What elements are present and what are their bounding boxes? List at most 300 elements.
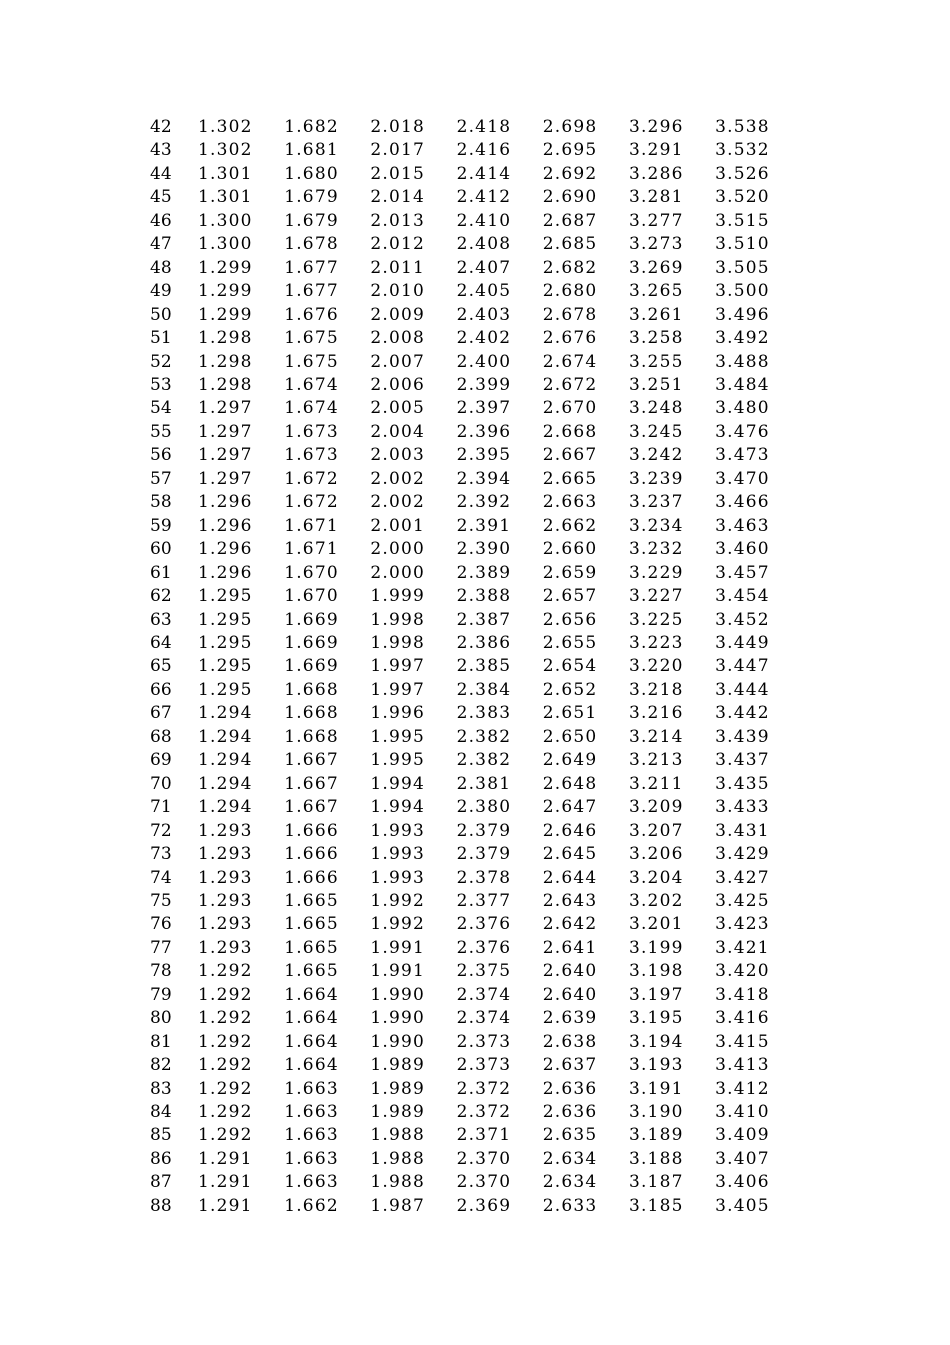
critical-value-cell: 1.995: [370, 750, 426, 771]
critical-value-cell: 2.374: [456, 984, 512, 1005]
critical-value-cell: 3.199: [628, 937, 684, 958]
critical-value-cell: 2.407: [456, 257, 512, 278]
critical-value-cell: 3.454: [715, 586, 770, 607]
table-row: [150, 210, 801, 233]
critical-value-cell: 1.673: [284, 421, 339, 442]
critical-value-cell: 1.297: [198, 421, 253, 442]
critical-value-cell: 2.005: [370, 398, 426, 419]
table-row: [150, 984, 801, 1007]
critical-value-cell: 3.265: [628, 281, 684, 302]
critical-value-cell: 3.463: [715, 515, 770, 536]
critical-value-cell: 1.294: [198, 773, 253, 794]
critical-value-cell: 3.407: [715, 1148, 770, 1169]
critical-value-cell: 2.634: [542, 1172, 598, 1193]
critical-value-cell: 1.298: [198, 374, 253, 395]
critical-value-cell: 2.636: [542, 1078, 598, 1099]
critical-value-cell: 3.439: [715, 726, 770, 747]
critical-value-cell: 1.997: [370, 679, 426, 700]
critical-value-cell: 2.649: [542, 750, 598, 771]
critical-value-cell: 1.669: [284, 656, 339, 677]
critical-value-cell: 3.201: [628, 914, 684, 935]
critical-value-cell: 3.470: [715, 468, 770, 489]
critical-value-cell: 1.664: [284, 1008, 339, 1029]
critical-value-cell: 3.198: [628, 961, 684, 982]
critical-value-cell: 2.007: [370, 351, 426, 372]
critical-value-cell: 1.675: [284, 328, 339, 349]
critical-value-cell: 1.665: [284, 937, 339, 958]
critical-value-cell: 3.220: [628, 656, 684, 677]
critical-value-cell: 2.637: [542, 1055, 598, 1076]
critical-value-cell: 2.004: [370, 421, 426, 442]
critical-value-cell: 2.380: [456, 797, 512, 818]
critical-value-cell: 1.992: [370, 914, 426, 935]
critical-value-cell: 1.296: [198, 515, 253, 536]
critical-value-cell: 3.188: [628, 1148, 684, 1169]
critical-value-cell: 3.269: [628, 257, 684, 278]
critical-value-cell: 2.651: [542, 703, 598, 724]
critical-value-cell: 1.291: [198, 1148, 253, 1169]
critical-value-cell: 2.003: [370, 445, 426, 466]
critical-value-cell: 1.667: [284, 750, 339, 771]
critical-value-cell: 2.410: [456, 210, 512, 231]
critical-value-cell: 2.635: [542, 1125, 598, 1146]
critical-value-cell: 1.664: [284, 984, 339, 1005]
critical-value-cell: 2.013: [370, 210, 426, 231]
critical-value-cell: 2.370: [456, 1172, 512, 1193]
critical-value-cell: 1.302: [198, 117, 253, 137]
critical-value-cell: 1.294: [198, 797, 253, 818]
degrees-of-freedom-cell: 68: [150, 726, 172, 747]
critical-value-cell: 2.002: [370, 492, 426, 513]
table-row: [150, 1078, 801, 1101]
critical-value-cell: 3.421: [715, 937, 770, 958]
critical-value-cell: 3.245: [628, 421, 684, 442]
degrees-of-freedom-cell: 61: [150, 562, 172, 583]
critical-value-cell: 3.520: [715, 187, 770, 208]
table-row: [150, 1124, 801, 1147]
table-row: [150, 304, 801, 327]
critical-value-cell: 3.412: [715, 1078, 770, 1099]
critical-value-cell: 2.018: [370, 117, 426, 137]
critical-value-cell: 1.294: [198, 726, 253, 747]
critical-value-cell: 1.989: [370, 1055, 426, 1076]
critical-value-cell: 2.652: [542, 679, 598, 700]
critical-value-cell: 2.009: [370, 304, 426, 325]
critical-value-cell: 3.449: [715, 632, 770, 653]
table-row: [150, 468, 801, 491]
critical-value-cell: 2.650: [542, 726, 598, 747]
critical-value-cell: 1.674: [284, 398, 339, 419]
degrees-of-freedom-cell: 79: [150, 984, 172, 1005]
critical-value-cell: 1.298: [198, 351, 253, 372]
critical-value-cell: 1.302: [198, 140, 253, 161]
critical-value-cell: 3.209: [628, 797, 684, 818]
degrees-of-freedom-cell: 74: [150, 867, 172, 888]
critical-value-cell: 3.484: [715, 374, 770, 395]
critical-value-cell: 1.301: [198, 187, 253, 208]
degrees-of-freedom-cell: 73: [150, 844, 172, 865]
degrees-of-freedom-cell: 70: [150, 773, 172, 794]
table-row: [150, 139, 801, 162]
critical-value-table: [150, 116, 801, 1218]
degrees-of-freedom-cell: 71: [150, 797, 172, 818]
critical-value-cell: 3.473: [715, 445, 770, 466]
degrees-of-freedom-cell: 80: [150, 1008, 172, 1029]
table-row: [150, 843, 801, 866]
critical-value-cell: 1.676: [284, 304, 339, 325]
table-body: [150, 116, 801, 1218]
critical-value-cell: 3.515: [715, 210, 770, 231]
critical-value-cell: 1.295: [198, 679, 253, 700]
critical-value-cell: 2.663: [542, 492, 598, 513]
degrees-of-freedom-cell: 60: [150, 539, 172, 560]
critical-value-cell: 3.500: [715, 281, 770, 302]
critical-value-cell: 1.999: [370, 586, 426, 607]
degrees-of-freedom-cell: 87: [150, 1172, 172, 1193]
critical-value-cell: 2.645: [542, 844, 598, 865]
critical-value-cell: 2.402: [456, 328, 512, 349]
critical-value-cell: 3.214: [628, 726, 684, 747]
critical-value-cell: 1.663: [284, 1078, 339, 1099]
table-row: [150, 1101, 801, 1124]
degrees-of-freedom-cell: 54: [150, 398, 172, 419]
table-row: [150, 163, 801, 186]
critical-value-cell: 2.405: [456, 281, 512, 302]
critical-value-cell: 1.294: [198, 703, 253, 724]
critical-value-cell: 1.662: [284, 1195, 339, 1216]
critical-value-cell: 2.695: [542, 140, 598, 161]
critical-value-cell: 2.376: [456, 937, 512, 958]
critical-value-cell: 3.273: [628, 234, 684, 255]
critical-value-cell: 3.429: [715, 844, 770, 865]
critical-value-cell: 1.300: [198, 210, 253, 231]
critical-value-cell: 1.681: [284, 140, 339, 161]
critical-value-cell: 1.675: [284, 351, 339, 372]
critical-value-cell: 1.677: [284, 281, 339, 302]
critical-value-cell: 2.011: [370, 257, 426, 278]
critical-value-cell: 1.663: [284, 1172, 339, 1193]
degrees-of-freedom-cell: 66: [150, 679, 172, 700]
critical-value-cell: 1.669: [284, 632, 339, 653]
critical-value-cell: 3.197: [628, 984, 684, 1005]
critical-value-cell: 1.293: [198, 820, 253, 841]
critical-value-cell: 2.648: [542, 773, 598, 794]
critical-value-cell: 2.372: [456, 1102, 512, 1123]
critical-value-cell: 2.678: [542, 304, 598, 325]
critical-value-cell: 1.300: [198, 234, 253, 255]
critical-value-cell: 1.994: [370, 773, 426, 794]
critical-value-cell: 1.990: [370, 984, 426, 1005]
critical-value-cell: 2.369: [456, 1195, 512, 1216]
critical-value-cell: 2.372: [456, 1078, 512, 1099]
table-row: [150, 585, 801, 608]
critical-value-cell: 1.663: [284, 1148, 339, 1169]
critical-value-cell: 2.642: [542, 914, 598, 935]
critical-value-cell: 3.444: [715, 679, 770, 700]
critical-value-cell: 2.644: [542, 867, 598, 888]
critical-value-cell: 1.297: [198, 468, 253, 489]
table-row: [150, 1007, 801, 1030]
table-row: [150, 890, 801, 913]
critical-value-cell: 3.207: [628, 820, 684, 841]
critical-value-cell: 3.425: [715, 890, 770, 911]
degrees-of-freedom-cell: 82: [150, 1055, 172, 1076]
critical-value-cell: 1.990: [370, 1031, 426, 1052]
critical-value-cell: 1.995: [370, 726, 426, 747]
degrees-of-freedom-cell: 63: [150, 609, 172, 630]
critical-value-cell: 3.261: [628, 304, 684, 325]
table-row: [150, 960, 801, 983]
critical-value-cell: 2.414: [456, 163, 512, 184]
critical-value-cell: 1.670: [284, 586, 339, 607]
table-row: [150, 749, 801, 772]
critical-value-cell: 3.281: [628, 187, 684, 208]
critical-value-cell: 2.381: [456, 773, 512, 794]
critical-value-cell: 1.295: [198, 609, 253, 630]
critical-value-cell: 3.234: [628, 515, 684, 536]
degrees-of-freedom-cell: 45: [150, 187, 172, 208]
critical-value-cell: 3.433: [715, 797, 770, 818]
table-row: [150, 1171, 801, 1194]
table-row: [150, 655, 801, 678]
degrees-of-freedom-cell: 65: [150, 656, 172, 677]
table-row: [150, 1195, 801, 1218]
table-row: [150, 1148, 801, 1171]
critical-value-cell: 1.667: [284, 797, 339, 818]
critical-value-cell: 2.373: [456, 1055, 512, 1076]
degrees-of-freedom-cell: 48: [150, 257, 172, 278]
critical-value-cell: 2.680: [542, 281, 598, 302]
critical-value-cell: 2.660: [542, 539, 598, 560]
degrees-of-freedom-cell: 52: [150, 351, 172, 372]
critical-value-cell: 3.237: [628, 492, 684, 513]
critical-value-cell: 2.370: [456, 1148, 512, 1169]
critical-value-cell: 2.017: [370, 140, 426, 161]
degrees-of-freedom-cell: 47: [150, 234, 172, 255]
critical-value-cell: 3.532: [715, 140, 770, 161]
degrees-of-freedom-cell: 43: [150, 140, 172, 161]
critical-value-cell: 2.685: [542, 234, 598, 255]
critical-value-cell: 3.286: [628, 163, 684, 184]
degrees-of-freedom-cell: 83: [150, 1078, 172, 1099]
critical-value-cell: 3.415: [715, 1031, 770, 1052]
critical-value-cell: 1.301: [198, 163, 253, 184]
critical-value-cell: 2.000: [370, 539, 426, 560]
table-row: [150, 937, 801, 960]
critical-value-cell: 1.998: [370, 609, 426, 630]
critical-value-cell: 2.378: [456, 867, 512, 888]
critical-value-cell: 2.377: [456, 890, 512, 911]
critical-value-cell: 2.640: [542, 984, 598, 1005]
critical-value-cell: 2.659: [542, 562, 598, 583]
critical-value-cell: 1.291: [198, 1195, 253, 1216]
critical-value-cell: 2.008: [370, 328, 426, 349]
table-row: [150, 397, 801, 420]
critical-value-cell: 3.185: [628, 1195, 684, 1216]
critical-value-cell: 1.668: [284, 726, 339, 747]
critical-value-cell: 2.379: [456, 844, 512, 865]
table-row: [150, 374, 801, 397]
critical-value-cell: 1.677: [284, 257, 339, 278]
table-row: [150, 116, 801, 139]
critical-value-cell: 2.394: [456, 468, 512, 489]
critical-value-cell: 3.251: [628, 374, 684, 395]
critical-value-cell: 3.258: [628, 328, 684, 349]
critical-value-cell: 3.206: [628, 844, 684, 865]
critical-value-cell: 2.399: [456, 374, 512, 395]
critical-value-cell: 3.496: [715, 304, 770, 325]
critical-value-cell: 2.001: [370, 515, 426, 536]
degrees-of-freedom-cell: 81: [150, 1031, 172, 1052]
critical-value-cell: 1.991: [370, 961, 426, 982]
critical-value-cell: 2.636: [542, 1102, 598, 1123]
critical-value-cell: 1.678: [284, 234, 339, 255]
critical-value-cell: 1.667: [284, 773, 339, 794]
critical-value-cell: 2.387: [456, 609, 512, 630]
table-row: [150, 820, 801, 843]
critical-value-cell: 1.663: [284, 1125, 339, 1146]
critical-value-cell: 3.296: [628, 117, 684, 137]
critical-value-cell: 2.676: [542, 328, 598, 349]
critical-value-cell: 3.427: [715, 867, 770, 888]
critical-value-cell: 2.657: [542, 586, 598, 607]
degrees-of-freedom-cell: 69: [150, 750, 172, 771]
critical-value-cell: 3.437: [715, 750, 770, 771]
degrees-of-freedom-cell: 67: [150, 703, 172, 724]
degrees-of-freedom-cell: 46: [150, 210, 172, 231]
critical-value-cell: 1.295: [198, 586, 253, 607]
table-row: [150, 351, 801, 374]
table-row: [150, 773, 801, 796]
critical-value-cell: 2.646: [542, 820, 598, 841]
critical-value-cell: 3.416: [715, 1008, 770, 1029]
critical-value-cell: 1.291: [198, 1172, 253, 1193]
table-row: [150, 327, 801, 350]
critical-value-cell: 1.668: [284, 703, 339, 724]
critical-value-cell: 3.447: [715, 656, 770, 677]
critical-value-cell: 2.639: [542, 1008, 598, 1029]
critical-value-cell: 3.223: [628, 632, 684, 653]
critical-value-cell: 1.671: [284, 539, 339, 560]
critical-value-cell: 1.998: [370, 632, 426, 653]
critical-value-cell: 3.466: [715, 492, 770, 513]
table-row: [150, 444, 801, 467]
critical-value-cell: 3.190: [628, 1102, 684, 1123]
critical-value-cell: 1.672: [284, 492, 339, 513]
critical-value-cell: 1.299: [198, 257, 253, 278]
critical-value-cell: 1.990: [370, 1008, 426, 1029]
table-row: [150, 609, 801, 632]
critical-value-cell: 2.389: [456, 562, 512, 583]
critical-value-cell: 2.397: [456, 398, 512, 419]
critical-value-cell: 1.293: [198, 844, 253, 865]
critical-value-cell: 2.395: [456, 445, 512, 466]
critical-value-cell: 3.405: [715, 1195, 770, 1216]
critical-value-cell: 2.638: [542, 1031, 598, 1052]
critical-value-cell: 3.194: [628, 1031, 684, 1052]
critical-value-cell: 2.633: [542, 1195, 598, 1216]
critical-value-cell: 2.002: [370, 468, 426, 489]
critical-value-cell: 1.292: [198, 1078, 253, 1099]
table-row: [150, 491, 801, 514]
critical-value-cell: 3.213: [628, 750, 684, 771]
critical-value-cell: 2.006: [370, 374, 426, 395]
critical-value-cell: 1.680: [284, 163, 339, 184]
degrees-of-freedom-cell: 88: [150, 1195, 172, 1216]
critical-value-cell: 1.991: [370, 937, 426, 958]
table-row: [150, 538, 801, 561]
critical-value-cell: 2.010: [370, 281, 426, 302]
critical-value-cell: 1.666: [284, 844, 339, 865]
degrees-of-freedom-cell: 57: [150, 468, 172, 489]
critical-value-cell: 1.296: [198, 562, 253, 583]
degrees-of-freedom-cell: 62: [150, 586, 172, 607]
critical-value-cell: 3.211: [628, 773, 684, 794]
critical-value-cell: 3.431: [715, 820, 770, 841]
critical-value-cell: 1.994: [370, 797, 426, 818]
critical-value-cell: 1.993: [370, 867, 426, 888]
critical-value-cell: 1.663: [284, 1102, 339, 1123]
critical-value-cell: 1.666: [284, 820, 339, 841]
critical-value-cell: 1.298: [198, 328, 253, 349]
critical-value-cell: 3.452: [715, 609, 770, 630]
table-row: [150, 515, 801, 538]
critical-value-cell: 2.371: [456, 1125, 512, 1146]
table-row: [150, 679, 801, 702]
table-row: [150, 257, 801, 280]
critical-value-cell: 2.674: [542, 351, 598, 372]
degrees-of-freedom-cell: 64: [150, 632, 172, 653]
critical-value-cell: 1.292: [198, 1008, 253, 1029]
degrees-of-freedom-cell: 84: [150, 1102, 172, 1123]
critical-value-cell: 3.510: [715, 234, 770, 255]
critical-value-cell: 1.293: [198, 937, 253, 958]
critical-value-cell: 2.643: [542, 890, 598, 911]
critical-value-cell: 1.664: [284, 1055, 339, 1076]
critical-value-cell: 3.277: [628, 210, 684, 231]
critical-value-cell: 1.292: [198, 961, 253, 982]
critical-value-cell: 3.291: [628, 140, 684, 161]
critical-value-cell: 1.665: [284, 961, 339, 982]
critical-value-cell: 3.435: [715, 773, 770, 794]
critical-value-cell: 2.374: [456, 1008, 512, 1029]
critical-value-cell: 2.640: [542, 961, 598, 982]
table-row: [150, 186, 801, 209]
critical-value-cell: 3.202: [628, 890, 684, 911]
critical-value-cell: 3.409: [715, 1125, 770, 1146]
degrees-of-freedom-cell: 78: [150, 961, 172, 982]
critical-value-cell: 1.668: [284, 679, 339, 700]
critical-value-cell: 3.526: [715, 163, 770, 184]
critical-value-cell: 3.227: [628, 586, 684, 607]
critical-value-cell: 2.383: [456, 703, 512, 724]
critical-value-cell: 1.293: [198, 890, 253, 911]
critical-value-cell: 1.989: [370, 1102, 426, 1123]
critical-value-cell: 3.195: [628, 1008, 684, 1029]
critical-value-cell: 1.997: [370, 656, 426, 677]
critical-value-cell: 1.664: [284, 1031, 339, 1052]
degrees-of-freedom-cell: 59: [150, 515, 172, 536]
critical-value-cell: 2.391: [456, 515, 512, 536]
table-row: [150, 702, 801, 725]
critical-value-cell: 1.295: [198, 656, 253, 677]
critical-value-cell: 2.403: [456, 304, 512, 325]
critical-value-cell: 1.989: [370, 1078, 426, 1099]
critical-value-cell: 2.400: [456, 351, 512, 372]
table-row: [150, 632, 801, 655]
degrees-of-freedom-cell: 72: [150, 820, 172, 841]
degrees-of-freedom-cell: 42: [150, 117, 172, 137]
